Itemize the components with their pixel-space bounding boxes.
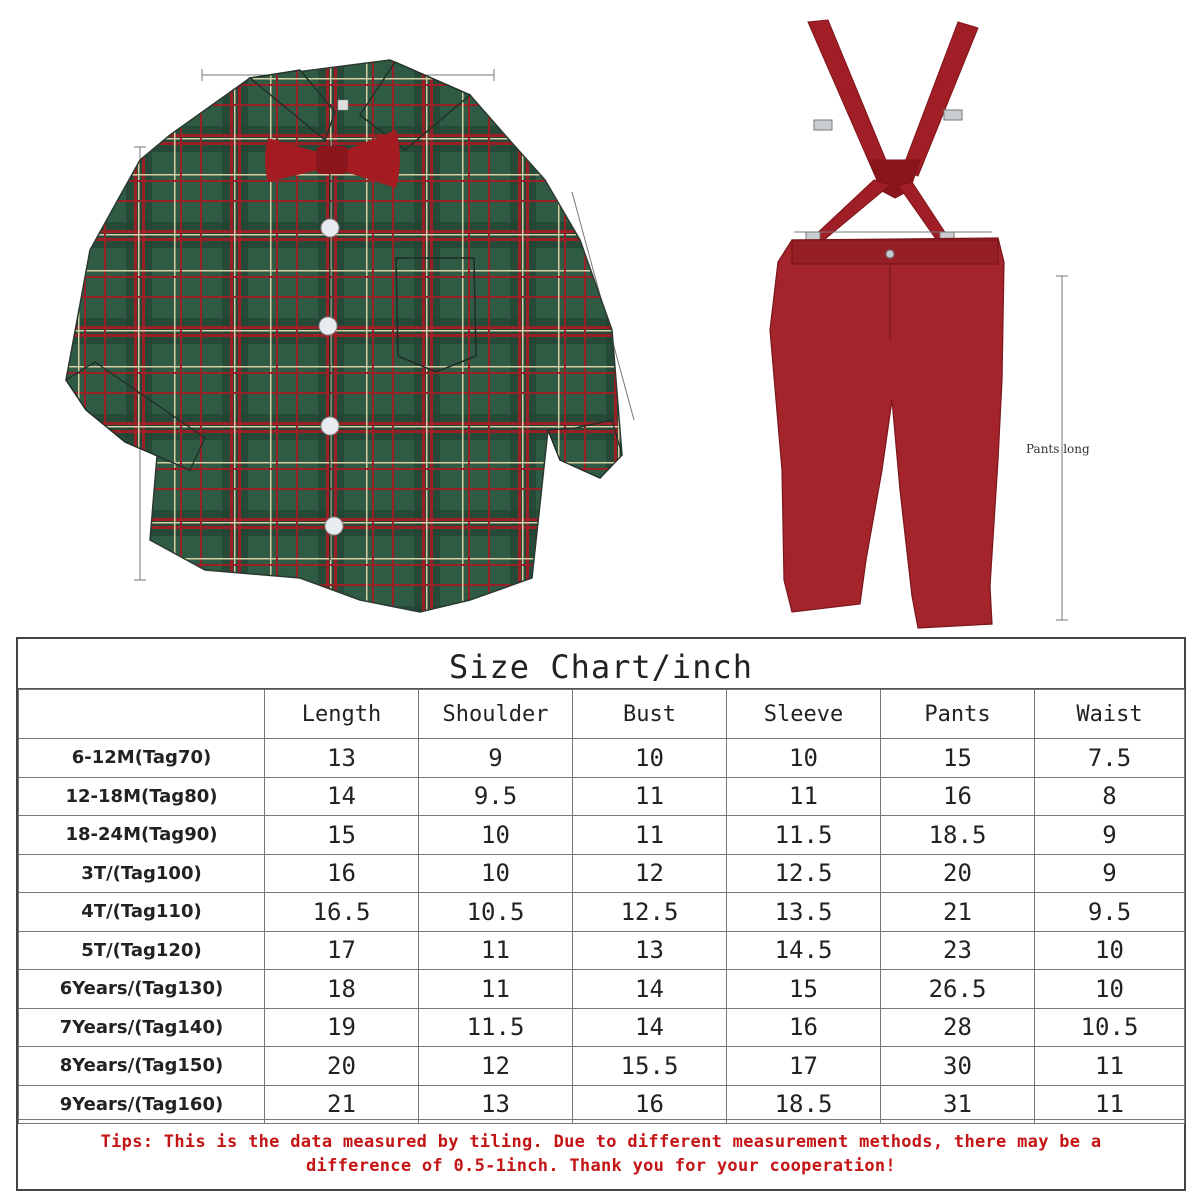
bust-cell: 16 <box>573 1085 727 1124</box>
sleeve-cell: 11.5 <box>727 816 881 855</box>
pants-long-label: Pants long <box>1026 442 1090 456</box>
table-row <box>19 777 1185 816</box>
waist-cell: 10 <box>1035 970 1185 1009</box>
bust-cell: 13 <box>573 931 727 970</box>
shoulder-cell: 9 <box>419 739 573 778</box>
right-cuff <box>548 420 622 478</box>
shoulder-cell: 10.5 <box>419 893 573 932</box>
size-label-cell: 9Years/(Tag160) <box>19 1085 265 1124</box>
size-label-cell: 12-18M(Tag80) <box>19 777 265 816</box>
pants-cell: 18.5 <box>881 816 1035 855</box>
sleeve-cell: 10 <box>727 739 881 778</box>
bust-cell: 15.5 <box>573 1047 727 1086</box>
length-cell: 17 <box>265 931 419 970</box>
pants-cell: 16 <box>881 777 1035 816</box>
sleeve-cell: 17 <box>727 1047 881 1086</box>
size-label-cell: 8Years/(Tag150) <box>19 1047 265 1086</box>
shoulder-cell: 11 <box>419 931 573 970</box>
bust-cell: 11 <box>573 816 727 855</box>
bust-cell: 14 <box>573 970 727 1009</box>
waist-cell: 11 <box>1035 1047 1185 1086</box>
waist-cell: 11 <box>1035 1085 1185 1124</box>
shoulder-cell: 10 <box>419 854 573 893</box>
shoulder-cell: 11 <box>419 970 573 1009</box>
size-label-cell: 3T/(Tag100) <box>19 854 265 893</box>
waist-cell: 9 <box>1035 854 1185 893</box>
sleeve-cell: 16 <box>727 1008 881 1047</box>
length-cell: 16 <box>265 854 419 893</box>
length-cell: 21 <box>265 1085 419 1124</box>
length-cell: 20 <box>265 1047 419 1086</box>
table-row <box>19 854 1185 893</box>
size-label-cell: 5T/(Tag120) <box>19 931 265 970</box>
table-row <box>19 970 1185 1009</box>
shirt-body <box>66 60 622 612</box>
size-label-cell: 18-24M(Tag90) <box>19 816 265 855</box>
length-cell: 16.5 <box>265 893 419 932</box>
shoulder-cell: 10 <box>419 816 573 855</box>
sleeve-cell: 18.5 <box>727 1085 881 1124</box>
tips-line-1: Tips: This is the data measured by tiling. Due to different measurement methods, there may be a <box>100 1132 1102 1152</box>
bust-cell: 10 <box>573 739 727 778</box>
length-cell: 18 <box>265 970 419 1009</box>
header-cell-size <box>19 690 265 739</box>
sleeve-cell: 14.5 <box>727 931 881 970</box>
header-row <box>19 690 1185 739</box>
size-chart <box>16 637 1186 1191</box>
shoulder-cell: 9.5 <box>419 777 573 816</box>
pants-cell: 23 <box>881 931 1035 970</box>
waist-cell: 9.5 <box>1035 893 1185 932</box>
plaid-shirt <box>66 60 622 612</box>
pants-cell: 15 <box>881 739 1035 778</box>
header-cell-pants: Pants <box>881 690 1035 739</box>
pants-cell: 20 <box>881 854 1035 893</box>
pants-cell: 30 <box>881 1047 1035 1086</box>
length-cell: 14 <box>265 777 419 816</box>
sleeve-cell: 11 <box>727 777 881 816</box>
table-row <box>19 893 1185 932</box>
header-cell-waist: Waist <box>1035 690 1185 739</box>
shoulder-cell: 13 <box>419 1085 573 1124</box>
waist-cell: 7.5 <box>1035 739 1185 778</box>
size-table <box>18 689 1185 1124</box>
header-cell-bust: Bust <box>573 690 727 739</box>
table-row <box>19 931 1185 970</box>
sleeve-cell: 15 <box>727 970 881 1009</box>
bust-cell: 12 <box>573 854 727 893</box>
header-cell-shoulder: Shoulder <box>419 690 573 739</box>
bust-cell: 11 <box>573 777 727 816</box>
red-pants <box>770 238 1004 628</box>
waist-cell: 10.5 <box>1035 1008 1185 1047</box>
length-cell: 19 <box>265 1008 419 1047</box>
sleeve-cell: 12.5 <box>727 854 881 893</box>
size-chart-title: Size Chart/inch <box>18 639 1184 689</box>
sleeve-cell: 13.5 <box>727 893 881 932</box>
length-cell: 13 <box>265 739 419 778</box>
shirt-pocket <box>396 258 476 372</box>
table-row <box>19 1008 1185 1047</box>
waist-cell: 10 <box>1035 931 1185 970</box>
waist-cell: 8 <box>1035 777 1185 816</box>
table-row <box>19 739 1185 778</box>
header-cell-length: Length <box>265 690 419 739</box>
bust-cell: 12.5 <box>573 893 727 932</box>
shoulder-cell: 11.5 <box>419 1008 573 1047</box>
pants-cell: 28 <box>881 1008 1035 1047</box>
pants-cell: 31 <box>881 1085 1035 1124</box>
size-label-cell: 4T/(Tag110) <box>19 893 265 932</box>
size-label-cell: 6-12M(Tag70) <box>19 739 265 778</box>
tips-line-2: difference of 0.5-1inch. Thank you for your cooperation! <box>306 1156 896 1176</box>
pants-cell: 26.5 <box>881 970 1035 1009</box>
header-cell-sleeve: Sleeve <box>727 690 881 739</box>
table-row <box>19 1085 1185 1124</box>
size-label-cell: 7Years/(Tag140) <box>19 1008 265 1047</box>
length-cell: 15 <box>265 816 419 855</box>
shoulder-cell: 12 <box>419 1047 573 1086</box>
table-row <box>19 816 1185 855</box>
tips-note <box>18 1119 1184 1189</box>
waist-cell: 9 <box>1035 816 1185 855</box>
pants-cell: 21 <box>881 893 1035 932</box>
bust-cell: 14 <box>573 1008 727 1047</box>
suspenders <box>806 20 978 248</box>
table-row <box>19 1047 1185 1086</box>
size-label-cell: 6Years/(Tag130) <box>19 970 265 1009</box>
